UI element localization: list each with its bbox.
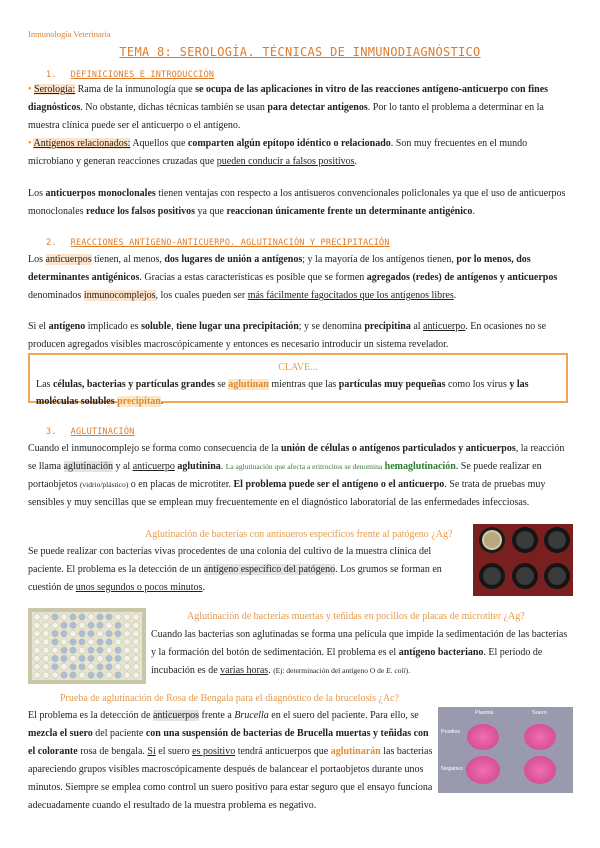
subheading-bacterias-antisueros: Aglutinación de bacterias con antisueros específicos frente al patógeno ¿Ag? <box>145 529 453 540</box>
plate-well <box>79 622 85 628</box>
paragraph-rosa-bengala: El problema es la detección de anticuerpos frente a Brucella en el suero del paciente. Para ello, se mezcla el suero del paciente con una suspensión de bacterias de Brucella muertas y teñidas con el colorante rosa de bengala. Si el suero es positivo tendrá anticuerpos que aglutinarán las bacterias apareciendo grupos visibles macroscópicamente después de balancear el portaobjetos durante unos minutos. Siempre se emplea como control un suero positivo para estar seguro que el ensayo funciona adecuadamente cuando el resultado de la muestra problema es negativo. <box>28 710 433 811</box>
subheading-rosa-bengala: Prueba de aglutinación de Rosa de Bengala para el diagnóstico de la brucelosis ¿Ac? <box>60 693 400 704</box>
plate-well <box>88 614 94 620</box>
plate-well <box>124 655 130 661</box>
plate-well <box>88 622 94 628</box>
section-2-heading <box>46 238 390 248</box>
figure-label-plasma: Plasma <box>475 710 494 716</box>
plate-well <box>43 672 49 678</box>
plate-well <box>88 672 94 678</box>
plate-well <box>106 614 112 620</box>
plate-well <box>61 655 67 661</box>
plate-well <box>133 630 139 636</box>
plate-well <box>34 647 40 653</box>
plate-well <box>34 614 40 620</box>
plate-well <box>115 672 121 678</box>
plate-well <box>61 622 67 628</box>
plate-well <box>79 664 85 670</box>
plate-well <box>97 622 103 628</box>
plate-well <box>70 647 76 653</box>
plate-well <box>61 647 67 653</box>
paragraph-bacterias-vivas: Se puede realizar con bacterias vivas procedentes de una colonia del cultivo de la muestra clínica del paciente. El problema es la detección de un antígeno específico del patógeno. Los grumos se forman en cuestión de unos segundos o pocos minutos. <box>28 546 442 593</box>
plate-well <box>133 639 139 645</box>
plate-well <box>133 672 139 678</box>
section-1-label: DEFINICIONES E INTRODUCCIÓN <box>70 70 215 80</box>
plate-well <box>52 647 58 653</box>
plate-well <box>124 672 130 678</box>
plate-well <box>79 639 85 645</box>
plate-well <box>34 672 40 678</box>
plate-well <box>79 647 85 653</box>
agglutination-slide-image <box>473 524 573 596</box>
paragraph-serologia: • Serología: Rama de la inmunología que se ocupa de las aplicaciones in vitro de las reacciones antígeno-anticuerpo con fines diagnósticos. No obstante, dichas técnicas también se usan para detectar antígenos. Por lo tanto el problema a determinar en la muestra clínica puede ser el anticuerpo o el antígeno. <box>28 84 549 131</box>
plate-well <box>97 655 103 661</box>
plate-well <box>79 614 85 620</box>
plate-well <box>34 664 40 670</box>
plate-well <box>124 614 130 620</box>
plate-well <box>61 639 67 645</box>
plate-well <box>97 647 103 653</box>
plate-well <box>97 672 103 678</box>
plate-well <box>70 614 76 620</box>
paragraph-antigenos-relacionados: • Antígenos relacionados: Aquellos que comparten algún epítopo idéntico o relacionado. Son muy frecuentes en el mundo microbiano y generan reacciones cruzadas que pueden conducir a falsos positivos. <box>28 138 528 167</box>
plate-well <box>106 664 112 670</box>
key-box-title: CLAVE... <box>278 362 318 373</box>
plate-well <box>106 647 112 653</box>
figure-label-negativo: Negativo <box>441 766 463 772</box>
paragraph-aglutinacion: Cuando el inmunocomplejo se forma como consecuencia de la unión de células o antígenos particulados y anticuerpos, la reacción se llama aglutinación y al anticuerpo aglutinina. La aglutinación que afecta a eritrocitos se denomina hemaglutinación. Se puede realizar en portaobjetos (vidrio/plástico) o en placas de microtiter. El problema puede ser el antígeno o el anticuerpo. Se trata de pruebas muy sensibles y muy sencillas que se emplean muy frecuentemente en el diagnóstico laboratorial de las enfermedades infecciosas. <box>28 443 565 508</box>
plate-well <box>88 630 94 636</box>
section-3-heading <box>46 427 134 437</box>
plate-well <box>124 664 130 670</box>
plate-well <box>70 622 76 628</box>
plate-well <box>52 630 58 636</box>
plate-well <box>115 664 121 670</box>
plate-well <box>43 630 49 636</box>
plate-well <box>97 664 103 670</box>
plate-well <box>97 614 103 620</box>
plate-well <box>70 664 76 670</box>
paragraph-precipitina: Si el antígeno implicado es soluble, tiene lugar una precipitación; y se denomina precipitina al anticuerpo. En ocasiones no se producen agregados visibles macroscópicamente y entonces es necesario introducir un sistema revelador. <box>28 321 547 350</box>
plate-well <box>52 664 58 670</box>
plate-well <box>88 655 94 661</box>
plate-well <box>34 655 40 661</box>
plate-well <box>106 630 112 636</box>
paragraph-monoclonales: Los anticuerpos monoclonales tienen ventajas con respecto a los antisueros convencionales policlonales ya que el uso de anticuerpos monoclonales reduce los falsos positivos ya que reaccionan únicamente frente un determinante antigénico. <box>28 188 566 217</box>
plate-well <box>124 639 130 645</box>
plate-well <box>34 639 40 645</box>
plate-well <box>133 647 139 653</box>
plate-well <box>43 614 49 620</box>
plate-well <box>133 664 139 670</box>
section-2-number: 2. <box>46 238 57 248</box>
paragraph-microtiter: Cuando las bacterias son aglutinadas se forma una película que impide la sedimentación de las bacterias y la formación del botón de sedimentación. El problema es el antígeno bacteriano. El período de incubación es de varias horas. (Ej: determinación del antígeno O de E. coli). <box>151 629 568 676</box>
section-2-label: REACCIONES ANTÍGENO-ANTICUERPO. AGLUTINACIÓN Y PRECIPITACIÓN <box>70 238 390 248</box>
plate-well <box>115 614 121 620</box>
plate-well <box>88 639 94 645</box>
plate-well <box>97 630 103 636</box>
plate-well <box>124 647 130 653</box>
plate-well <box>106 672 112 678</box>
paragraph-lugares-union: Los anticuerpos tienen, al menos, dos lugares de unión a antígenos; y la mayoría de los antígenos tienen, por lo menos, dos determinantes antigénicos. Gracias a estas características es posible que se formen agregados (redes) de antígenos y anticuerpos denominados inmunocomplejos, los cuales pueden ser más fácilmente fagocitados que los antígenos libres. <box>28 254 558 301</box>
plate-well <box>61 630 67 636</box>
microtiter-plate-image <box>28 608 146 684</box>
section-1-number: 1. <box>46 70 57 80</box>
document-header: Inmunología Veterinaria <box>28 29 111 39</box>
plate-well <box>52 672 58 678</box>
plate-well <box>115 639 121 645</box>
section-1-heading <box>46 70 214 80</box>
plate-well <box>97 639 103 645</box>
plate-well <box>34 630 40 636</box>
plate-well <box>70 639 76 645</box>
plate-well <box>52 614 58 620</box>
plate-well <box>70 655 76 661</box>
plate-well <box>43 639 49 645</box>
section-3-number: 3. <box>46 427 57 437</box>
plate-well <box>52 622 58 628</box>
plate-well <box>52 639 58 645</box>
plate-well <box>79 630 85 636</box>
key-box <box>28 353 568 407</box>
plate-well <box>133 614 139 620</box>
plate-well <box>34 622 40 628</box>
key-box-text: Las células, bacterias y partículas grandes se aglutinan mientras que las partículas muy pequeñas como los virus y las moléculas solubles precipitan. <box>36 379 529 407</box>
plate-well <box>88 647 94 653</box>
plate-well <box>43 655 49 661</box>
section-3-label: AGLUTINACIÓN <box>70 427 135 437</box>
subheading-microtiter: Aglutinación de bacterias muertas y teñidas en pocillos de placas de microtiter ¿Ag? <box>187 611 525 622</box>
rose-bengal-test-image <box>438 707 573 793</box>
plate-well <box>133 622 139 628</box>
plate-well <box>61 664 67 670</box>
plate-well <box>79 655 85 661</box>
plate-well <box>115 630 121 636</box>
plate-well <box>115 647 121 653</box>
figure-label-positivo: Positivo <box>441 729 461 735</box>
plate-well <box>106 639 112 645</box>
plate-well <box>115 622 121 628</box>
plate-well <box>61 672 67 678</box>
plate-well <box>61 614 67 620</box>
plate-well <box>70 630 76 636</box>
plate-well <box>88 664 94 670</box>
page-title: TEMA 8: SEROLOGÍA. TÉCNICAS DE INMUNODIAGNÓSTICO <box>119 45 481 59</box>
plate-well <box>106 622 112 628</box>
plate-well <box>124 622 130 628</box>
plate-well <box>52 655 58 661</box>
plate-well <box>115 655 121 661</box>
plate-well <box>133 655 139 661</box>
figure-label-suero: Suero <box>532 710 547 716</box>
plate-well <box>43 664 49 670</box>
plate-well <box>43 622 49 628</box>
plate-well <box>106 655 112 661</box>
plate-well <box>79 672 85 678</box>
plate-well <box>43 647 49 653</box>
plate-well <box>124 630 130 636</box>
plate-well <box>70 672 76 678</box>
